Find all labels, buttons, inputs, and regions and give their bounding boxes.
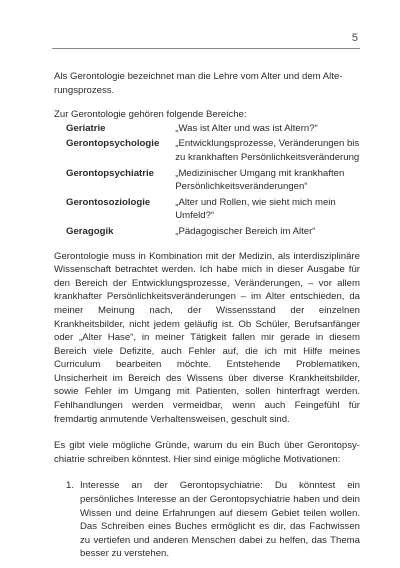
fields-lead: Zur Gerontologie gehören folgende Bereiche: [54,109,247,121]
field-term: Geriatrie [66,122,106,134]
list-item-text: Interesse an der Gerontopsychiatrie: Du könntest ein persönliches Interesse an der Gerontopsychiatrie haben und dein Wissen und deine Erfahrungen auf diesem Gebiet teilen wollen. Das Schreiben eines Buches ermöglicht es dir, das Fachwissen zu vertiefen und anderen Menschen dabei zu helfen, das Thema besser zu verstehen. [80,480,360,560]
field-row [66,225,360,241]
field-row [66,167,360,196]
body-paragraph-2: Es gibt viele mögliche Gründe, warum du ein Buch über Gerontopsychiatrie schreiben könntest. Hier sind einige mögliche Motivationen: [54,440,360,465]
field-description: „Alter und Rollen, wie sieht mich mein Umfeld?“ [175,196,336,222]
field-term: Gerontosoziologie [66,196,151,208]
field-description: „Was ist Alter und was ist Altern?“ [175,122,318,134]
page-number: 5 [351,32,358,44]
field-description: „Entwicklungsprozesse, Veränderungen bis zu krankhaften Persönlichkeitsveränderung [175,138,360,163]
page-content [54,70,360,561]
field-term: Gerontopsychologie [66,138,160,150]
list-item [54,479,360,561]
field-description: „Medizinischer Umgang mit krankhaften Persönlichkeitsveränderungen“ [175,167,345,193]
field-term: Geragogik [66,225,114,237]
field-row [66,196,360,225]
field-description: „Pädagogischer Bereich im Alter“ [175,225,316,237]
intro-paragraph: Als Gerontologie bezeichnet man die Lehre vom Alter und dem Alterungsprozess. [54,71,343,96]
motivation-list [54,479,360,561]
list-item-number: 1. [66,480,75,492]
field-row [66,137,360,166]
fields-table [66,122,360,241]
field-term: Gerontopsychiatrie [66,167,154,179]
header-rule [52,48,360,49]
body-paragraph-1: Gerontologie muss in Kombination mit der Medizin, als interdisziplinäre Wissenschaft betrachtet werden. Ich habe mich in dieser Ausgabe für den Bereich der Entwicklungsprozesse, Veränderungen, – vor allem krankhafter Persönlichkeitsveränderungen – im Alter entschieden, da meiner Meinung nach, der Wissensstand der einzelnen Krankheitsbilder, nicht jedem geläufig ist. Ob Schüler, Berufsanfänger oder „Alter Hase“, in meiner Tätigkeit fallen mir gerade in diesem Bereich viele Defizite, auch Fehler auf, die ich mit Hilfe meines Curriculum bearbeiten möchte. Entstehende Problematiken, Unsicherheit im Bereich des Wissens über diverse Krankheitsbilder, sowie Fehler im Umgang mit Patienten, sollen hinterfragt werden. Fehlhandlungen werden vermeidbar, wenn auch Feingefühl für fremdartig anmutende Verhaltensweisen, geschult sind. [54,250,360,425]
field-row [66,122,360,138]
